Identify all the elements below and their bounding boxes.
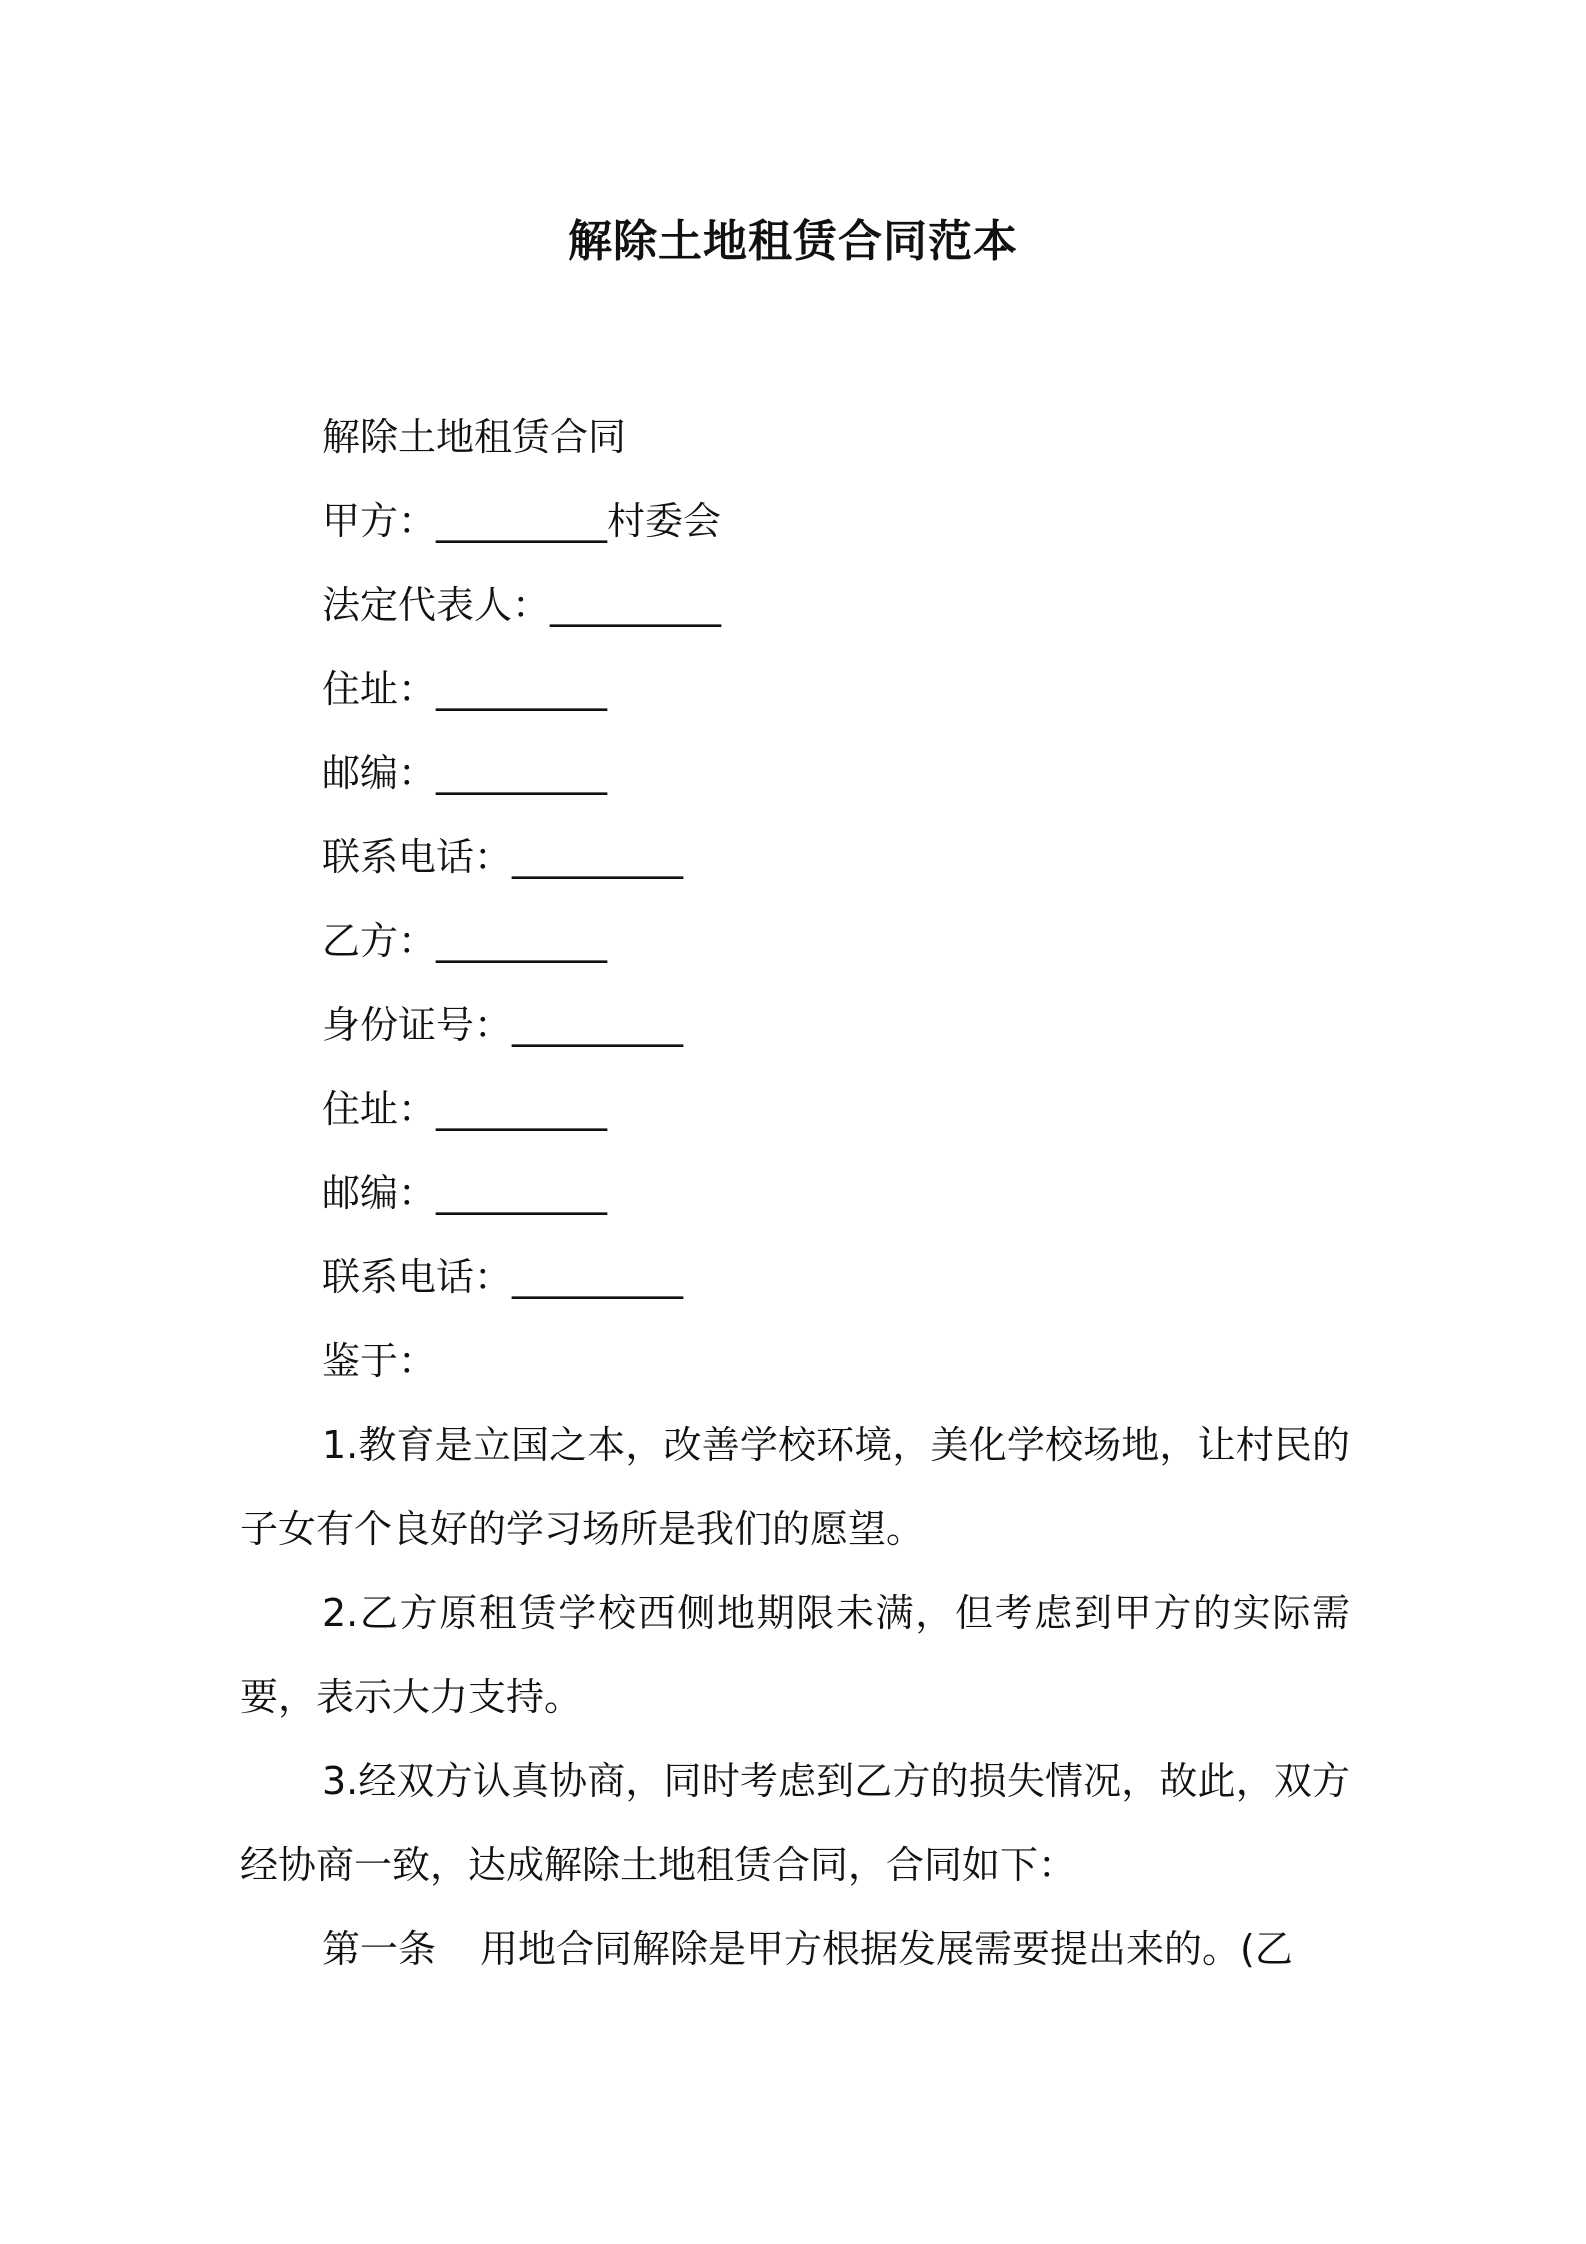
party-a-phone: 联系电话：_________ xyxy=(322,835,684,879)
party-b-phone: 联系电话：_________ xyxy=(322,1255,684,1299)
party-a-address: 住址：_________ xyxy=(322,667,608,711)
whereas-label: 鉴于： xyxy=(322,1339,437,1383)
clause-2: 2.乙方原租赁学校西侧地期限未满，但考虑到甲方的实际需要，表示大力支持。 xyxy=(240,1591,1350,1719)
clause-3: 3.经双方认真协商，同时考虑到乙方的损失情况，故此，双方经协商一致，达成解除土地租赁合同，合同如下： xyxy=(240,1759,1350,1887)
clause-1: 1.教育是立国之本，改善学校环境，美化学校场地，让村民的子女有个良好的学习场所是我们的愿望。 xyxy=(240,1423,1350,1551)
article-1-text: 用地合同解除是甲方根据发展需要提出来的。(乙 xyxy=(480,1927,1293,1971)
document-title: 解除土地租赁合同范本 xyxy=(568,216,1018,267)
party-b-address: 住址：_________ xyxy=(322,1087,608,1131)
party-a-legal-rep: 法定代表人：_________ xyxy=(322,583,722,627)
contract-subtitle: 解除土地租赁合同 xyxy=(322,415,627,459)
article-1-label: 第一条 xyxy=(322,1927,437,1971)
article-1 xyxy=(322,1924,1293,1974)
party-b-postcode: 邮编：_________ xyxy=(322,1171,608,1215)
party-b-name: 乙方：_________ xyxy=(322,919,608,963)
party-b-id-number: 身份证号：_________ xyxy=(322,1003,684,1047)
party-a-postcode: 邮编：_________ xyxy=(322,751,608,795)
party-a-name: 甲方：_________村委会 xyxy=(322,499,722,543)
